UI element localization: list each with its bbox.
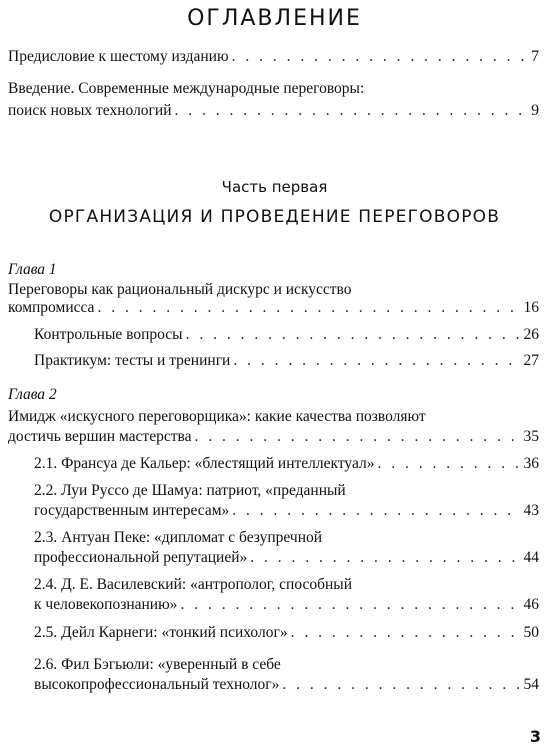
toc-entry-text: Контрольные вопросы — [34, 326, 183, 343]
part-title: ОРГАНИЗАЦИЯ И ПРОВЕДЕНИЕ ПЕРЕГОВОРОВ — [48, 207, 501, 227]
toc-entry-preface[interactable] — [8, 47, 539, 67]
toc-page-number: 26 — [523, 326, 539, 343]
toc-entry-text: к человекопознанию» — [34, 596, 178, 613]
section-2-2[interactable] — [34, 501, 539, 521]
toc-entry-text: Предисловие к шестому изданию — [8, 48, 229, 65]
part-label: Часть первая — [221, 178, 328, 196]
toc-entry-text: 2.5. Дейл Карнеги: «тонкий психолог» — [34, 624, 288, 641]
dot-leader — [291, 623, 521, 643]
toc-entry-text: государственным интересам» — [34, 502, 230, 519]
toc-page-number: 7 — [531, 48, 539, 65]
dot-leader — [232, 501, 520, 521]
dot-leader — [97, 298, 520, 318]
page-title: ОГЛАВЛЕНИЕ — [187, 6, 362, 31]
toc-page-number: 46 — [523, 596, 539, 613]
toc-page-number: 44 — [523, 549, 539, 566]
toc-entry-text: достичь вершин мастерства — [8, 428, 192, 445]
section-2-2-line1[interactable]: 2.2. Луи Руссо де Шамуа: патриот, «преданный — [34, 482, 346, 499]
chapter-1-item-practicum[interactable] — [34, 351, 539, 371]
section-2-6[interactable] — [34, 675, 539, 695]
dot-leader — [175, 101, 529, 121]
chapter-1-item-questions[interactable] — [34, 325, 539, 345]
chapter-2-label: Глава 2 — [8, 386, 57, 403]
toc-entry-text: высокопрофессиональный технолог» — [34, 676, 280, 693]
section-2-1[interactable] — [34, 454, 539, 474]
chapter-2-entry[interactable] — [8, 427, 539, 447]
toc-entry-text: 2.1. Франсуа де Кальер: «блестящий интеллектуал» — [34, 455, 375, 472]
toc-page-number: 43 — [523, 502, 539, 519]
toc-page-number: 9 — [531, 102, 539, 119]
folio: 3 — [529, 727, 541, 746]
chapter-1-entry[interactable] — [8, 298, 539, 318]
chapter-1-title-line1[interactable]: Переговоры как рациональный дискурс и искусство — [8, 281, 352, 298]
toc-entry-intro[interactable] — [8, 101, 539, 121]
section-2-3-line1[interactable]: 2.3. Антуан Пеке: «дипломат с безупречной — [34, 529, 323, 546]
dot-leader — [377, 454, 520, 474]
toc-page-number: 36 — [523, 455, 539, 472]
dot-leader — [180, 595, 520, 615]
toc-entry-text: Практикум: тесты и тренинги — [34, 352, 231, 369]
toc-entry-text: компромисса — [8, 299, 95, 316]
dot-leader — [186, 325, 521, 345]
dot-leader — [233, 351, 520, 371]
toc-entry-text: профессиональной репутацией» — [34, 549, 248, 566]
toc-page-number: 35 — [523, 428, 539, 445]
toc-entry-intro-line1[interactable]: Введение. Современные международные переговоры: — [8, 80, 365, 97]
toc-entry-text: поиск новых технологий — [8, 102, 172, 119]
toc-page-number: 27 — [523, 352, 539, 369]
toc-page-number: 54 — [523, 676, 539, 693]
dot-leader — [250, 548, 520, 568]
dot-leader — [194, 427, 520, 447]
section-2-6-line1[interactable]: 2.6. Фил Бэгьюли: «уверенный в себе — [34, 656, 281, 673]
toc-page-number: 50 — [523, 624, 539, 641]
toc-page-number: 16 — [523, 299, 539, 316]
section-2-5[interactable] — [34, 623, 539, 643]
section-2-3[interactable] — [34, 548, 539, 568]
chapter-1-label: Глава 1 — [8, 261, 57, 278]
dot-leader — [282, 675, 520, 695]
dot-leader — [232, 47, 529, 67]
chapter-2-title-line1[interactable]: Имидж «искусного переговорщика»: какие качества позволяют — [8, 408, 426, 425]
section-2-4-line1[interactable]: 2.4. Д. Е. Василевский: «антрополог, способный — [34, 576, 352, 593]
section-2-4[interactable] — [34, 595, 539, 615]
